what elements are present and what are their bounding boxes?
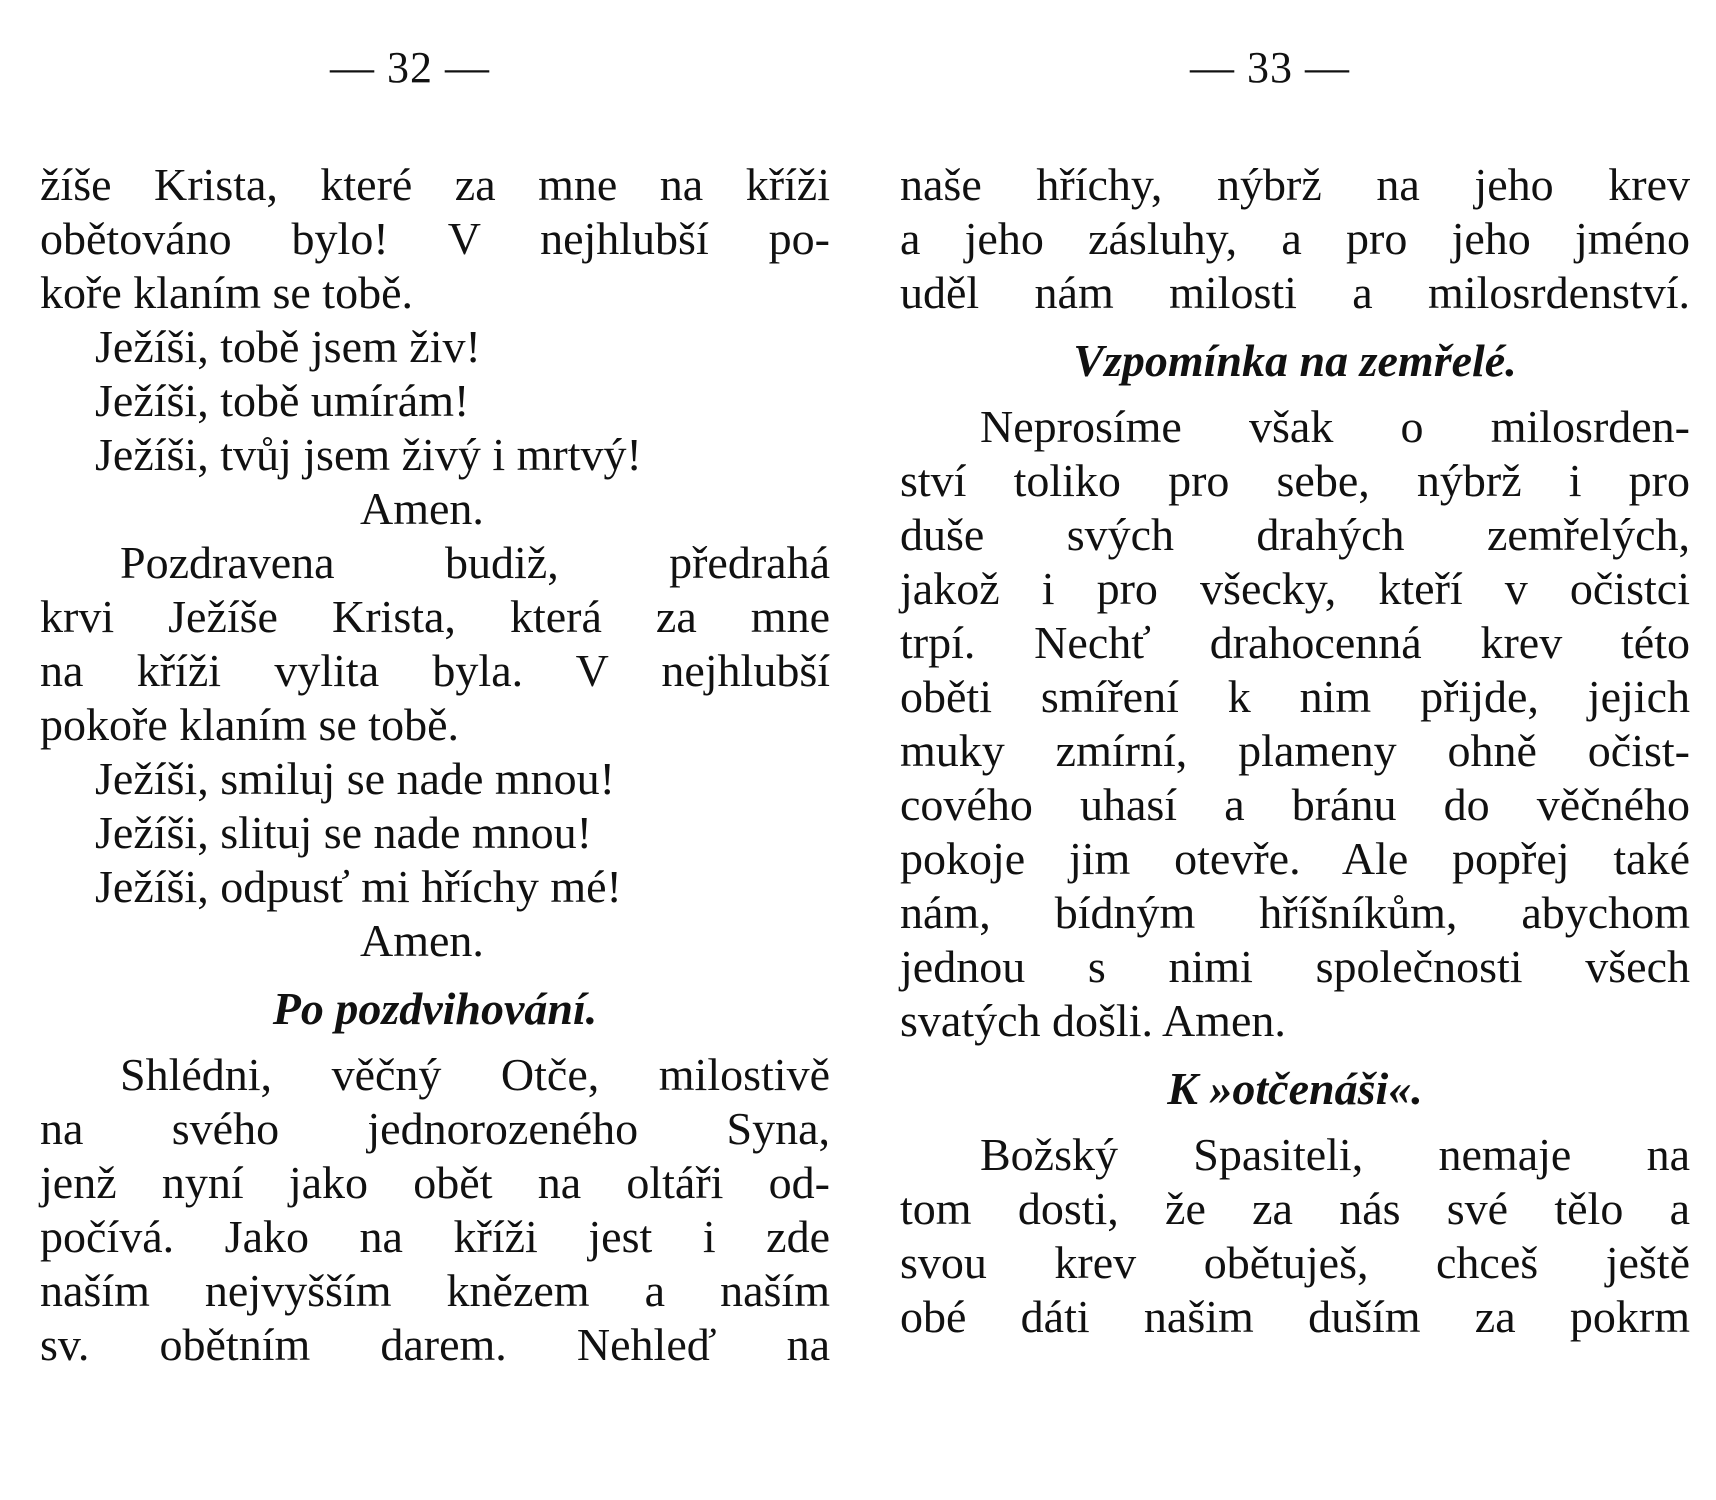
text-line: jednou s nimi společnosti všech [900, 941, 1690, 992]
right-page [900, 0, 1700, 1500]
text-line: jakož i pro všecky, kteří v očistci [900, 563, 1690, 614]
prayer-line: Ježíši, slituj se nade mnou! [95, 807, 592, 858]
text-line: a jeho zásluhy, a pro jeho jméno [900, 213, 1690, 264]
section-heading: K »otčenáši«. [1167, 1063, 1423, 1114]
text-line: krvi Ježíše Krista, která za mne [40, 591, 830, 642]
text-line: jenž nyní jako obět na oltáři od- [40, 1157, 830, 1208]
text-line: trpí. Nechť drahocenná krev této [900, 617, 1690, 668]
text-line: žíše Krista, které za mne na kříži [40, 159, 830, 210]
right-page-text [900, 158, 1690, 1344]
left-page-number: — 32 — [330, 43, 490, 92]
text-line: Neprosíme však o milosrden- [980, 401, 1690, 452]
text-line: obé dáti našim duším za pokrm [900, 1291, 1690, 1342]
text-line: cového uhasí a bránu do věčného [900, 779, 1690, 830]
text-line: pokoře klaním se tobě. [40, 699, 460, 750]
text-line: obětováno bylo! V nejhlubší po- [40, 213, 830, 264]
text-line: oběti smíření k nim přijde, jejich [900, 671, 1690, 722]
text-line: Pozdravena budiž, předrahá [120, 537, 830, 588]
right-page-number: — 33 — [1190, 43, 1350, 92]
text-line: ství toliko pro sebe, nýbrž i pro [900, 455, 1690, 506]
text-line: koře klaním se tobě. [40, 267, 414, 318]
text-line: počívá. Jako na kříži jest i zde [40, 1211, 830, 1262]
text-line: pokoje jim otevře. Ale popřej také [900, 833, 1690, 884]
section-heading: Vzpomínka na zemřelé. [1073, 335, 1517, 386]
prayer-line: Ježíši, odpusť mi hříchy mé! [95, 861, 622, 912]
amen-line: Amen. [360, 915, 484, 966]
prayer-line: Ježíši, tvůj jsem živý i mrtvý! [95, 429, 642, 480]
prayer-line: Ježíši, tobě jsem živ! [95, 321, 481, 372]
section-heading: Po pozdvihování. [272, 983, 598, 1034]
text-line: naše hříchy, nýbrž na jeho krev [900, 159, 1690, 210]
text-line: na svého jednorozeného Syna, [40, 1103, 830, 1154]
text-line: sv. obětním darem. Nehleď na [40, 1319, 830, 1370]
text-line: na kříži vylita byla. V nejhlubší [40, 645, 830, 696]
text-line: duše svých drahých zemřelých, [900, 509, 1690, 560]
text-line: svou krev obětuješ, chceš ještě [900, 1237, 1690, 1288]
text-line: muky zmírní, plameny ohně očist- [900, 725, 1690, 776]
text-line: naším nejvyšším knězem a naším [40, 1265, 830, 1316]
text-line: Božský Spasiteli, nemaje na [980, 1129, 1690, 1180]
amen-line: Amen. [360, 483, 484, 534]
text-line: Shlédni, věčný Otče, milostivě [120, 1049, 830, 1100]
left-page-text [40, 158, 830, 1372]
prayer-line: Ježíši, tobě umírám! [95, 375, 470, 426]
text-line: tom dosti, že za nás své tělo a [900, 1183, 1690, 1234]
text-line: uděl nám milosti a milosrdenství. [900, 267, 1690, 318]
left-page [40, 0, 840, 1500]
text-line: svatých došli. Amen. [900, 995, 1286, 1046]
text-line: nám, bídným hříšníkům, abychom [900, 887, 1690, 938]
prayer-line: Ježíši, smiluj se nade mnou! [95, 753, 615, 804]
